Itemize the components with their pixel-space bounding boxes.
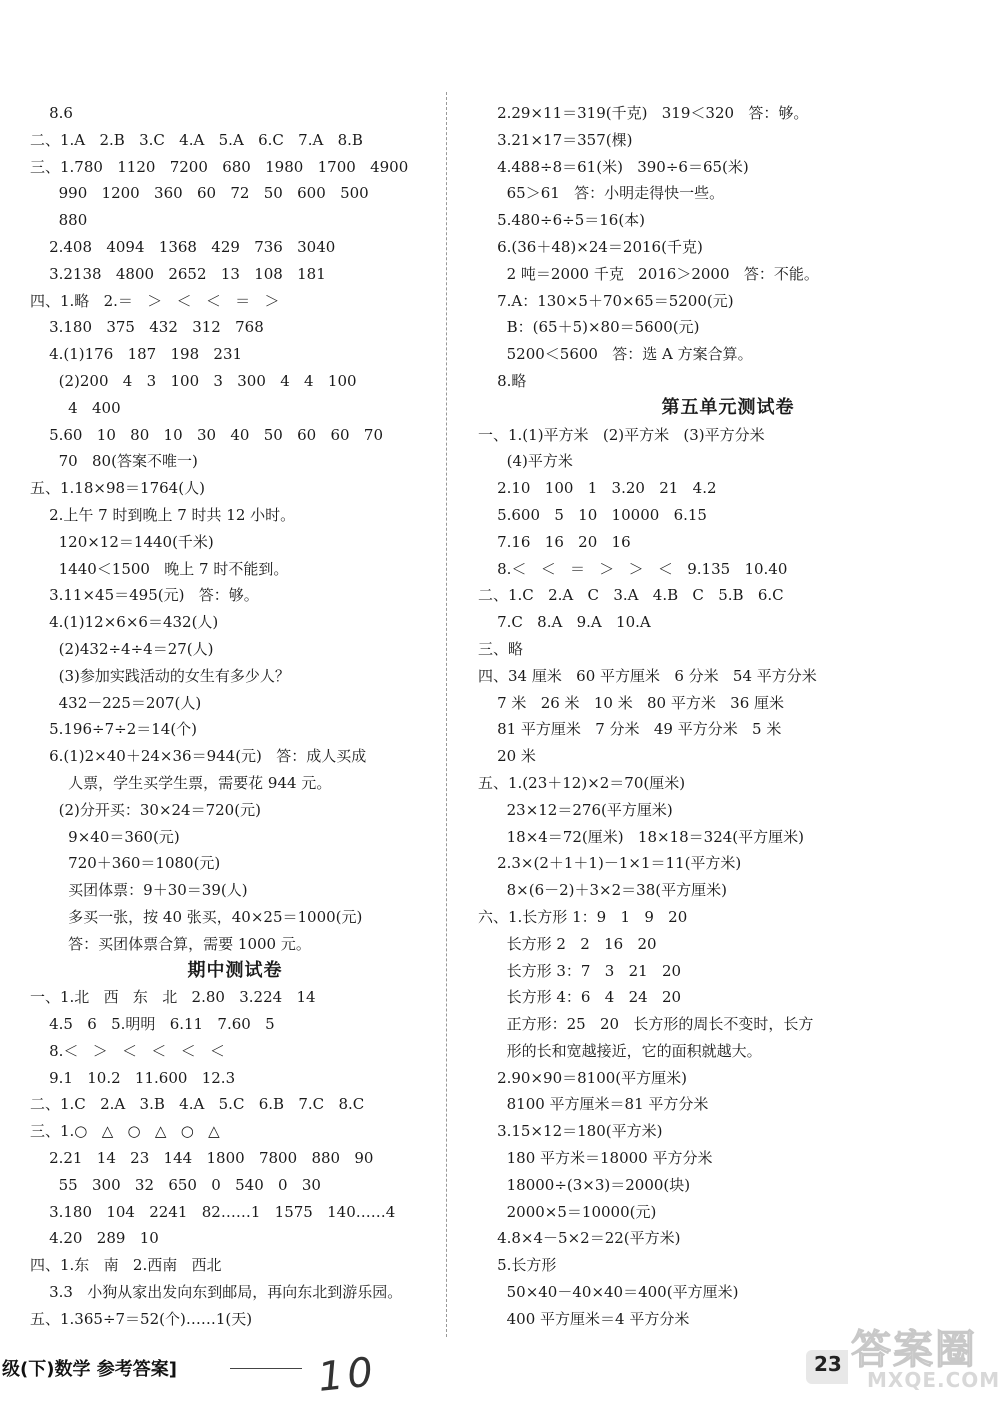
answer-line: 1440＜1500 晚上 7 时不能到。 bbox=[30, 559, 289, 578]
answer-line: 23×12＝276(平方厘米) bbox=[478, 800, 673, 819]
answer-line: 五、1.18×98＝1764(人) bbox=[30, 479, 205, 498]
answer-line: 2 吨＝2000 千克 2016＞2000 答：不能。 bbox=[478, 264, 819, 283]
answer-line: 8×(6－2)＋3×2＝38(平方厘米) bbox=[478, 881, 727, 900]
answer-line: (2)432÷4÷4＝27(人) bbox=[30, 639, 214, 658]
answer-line: 120×12＝1440(千米) bbox=[30, 532, 214, 551]
answer-line: 5.196÷7÷2＝14(个) bbox=[30, 720, 198, 739]
answer-line: 9.1 10.2 11.600 12.3 bbox=[30, 1068, 236, 1087]
answer-line: 8100 平方厘米＝81 平方分米 bbox=[478, 1095, 709, 1114]
answer-line: 50×40－40×40＝400(平方厘米) bbox=[478, 1283, 739, 1302]
answer-line: 3.180 375 432 312 768 bbox=[30, 318, 264, 337]
column-divider bbox=[446, 92, 447, 1337]
answer-line: 四、1.略 2.＝ ＞ ＜ ＜ ＝ ＞ bbox=[30, 291, 280, 310]
answer-line: 答：买团体票合算，需要 1000 元。 bbox=[30, 934, 311, 953]
answer-line: 2.29×11＝319(千克) 319＜320 答：够。 bbox=[478, 104, 809, 122]
answer-line: 5.长方形 bbox=[478, 1256, 557, 1275]
answer-line: 65＞61 答：小明走得快一些。 bbox=[478, 184, 725, 203]
answer-line: 8.6 bbox=[30, 104, 73, 122]
handwritten-page-number: 10 bbox=[315, 1349, 380, 1401]
answer-line: 432－225＝207(人) bbox=[30, 693, 202, 712]
answer-line: 2.10 100 1 3.20 21 4.2 bbox=[478, 479, 717, 498]
answer-line: 人票，学生买学生票，需要花 944 元。 bbox=[30, 773, 332, 792]
answer-line: 四、1.东 南 2.西南 西北 bbox=[30, 1256, 222, 1275]
section-heading: 第五单元测试卷 bbox=[661, 396, 795, 418]
answer-line: 5.60 10 80 10 30 40 50 60 60 70 bbox=[30, 425, 383, 444]
answer-line: 8.＜ ＜ ＝ ＞ ＞ ＜ 9.135 10.40 bbox=[478, 559, 788, 578]
answer-line: 5200＜5600 答：选 A 方案合算。 bbox=[478, 345, 753, 364]
page-footer bbox=[0, 1327, 1000, 1412]
answer-line: 81 平方厘米 7 分米 49 平方分米 5 米 bbox=[478, 720, 782, 739]
answer-line: 5.600 5 10 10000 6.15 bbox=[478, 505, 707, 524]
answer-line: 7.C 8.A 9.A 10.A bbox=[478, 613, 651, 632]
answer-line: 长方形 2 2 16 20 bbox=[478, 934, 657, 953]
answer-line: 18×4＝72(厘米) 18×18＝324(平方厘米) bbox=[478, 827, 804, 846]
answer-line: 2000×5＝10000(元) bbox=[478, 1202, 657, 1221]
answer-line: 70 80(答案不唯一) bbox=[30, 452, 198, 471]
answer-line: 5.480÷6÷5＝16(本) bbox=[478, 211, 646, 230]
answer-line: 长方形 3：7 3 21 20 bbox=[478, 961, 682, 980]
answer-line: 880 bbox=[30, 211, 88, 230]
answer-line: 3.15×12＝180(平方米) bbox=[478, 1122, 663, 1141]
right-column bbox=[478, 100, 978, 1333]
answer-line: 8.略 bbox=[478, 371, 527, 390]
answer-line: 400 平方厘米＝4 平方分米 bbox=[478, 1309, 690, 1328]
answer-line: 4.5 6 5.明明 6.11 7.60 5 bbox=[30, 1015, 275, 1034]
answer-line: 55 300 32 650 0 540 0 30 bbox=[30, 1175, 321, 1194]
answer-line: 7 米 26 米 10 米 80 平方米 36 厘米 bbox=[478, 693, 785, 712]
answer-line: (2)分开买：30×24＝720(元) bbox=[30, 800, 261, 819]
section-heading: 期中测试卷 bbox=[187, 959, 283, 981]
answer-line: 18000÷(3×3)＝2000(块) bbox=[478, 1175, 691, 1194]
answer-line: 3.180 104 2241 82……1 1575 140……4 bbox=[30, 1202, 396, 1221]
answer-line: 4.(1)12×6×6＝432(人) bbox=[30, 613, 219, 632]
answer-line: 3.2138 4800 2652 13 108 181 bbox=[30, 264, 326, 283]
watermark-url: MXQE.COM bbox=[867, 1368, 1000, 1392]
answer-line: 4.488÷8＝61(米) 390÷6＝65(米) bbox=[478, 157, 749, 176]
answer-line: (3)参加实践活动的女生有多少人？ bbox=[30, 666, 290, 685]
answer-line: 990 1200 360 60 72 50 600 500 bbox=[30, 184, 369, 203]
answer-line: 正方形：25 20 长方形的周长不变时，长方 bbox=[478, 1015, 814, 1034]
answer-line: 4.20 289 10 bbox=[30, 1229, 159, 1248]
answer-line: 三、1.780 1120 7200 680 1980 1700 4900 bbox=[30, 157, 409, 176]
answer-line: 2.21 14 23 144 1800 7800 880 90 bbox=[30, 1149, 374, 1168]
answer-line: B：(65＋5)×80＝5600(元) bbox=[478, 318, 700, 337]
watermark-cn: 答案圈 bbox=[851, 1327, 977, 1373]
answer-line: 买团体票：9＋30＝39(人) bbox=[30, 881, 248, 900]
answer-line: 720＋360＝1080(元) bbox=[30, 854, 221, 873]
answer-line: 多买一张，按 40 张买，40×25＝1000(元) bbox=[30, 907, 363, 926]
answer-line: (2)200 4 3 100 3 300 4 4 100 bbox=[30, 371, 357, 390]
answer-line: 4 400 bbox=[30, 398, 121, 417]
answer-line: 长方形 4：6 4 24 20 bbox=[478, 988, 682, 1007]
answer-line: 6.(36＋48)×24＝2016(千克) bbox=[478, 237, 703, 256]
answer-line: 三、略 bbox=[478, 639, 524, 658]
answer-line: 9×40＝360(元) bbox=[30, 827, 180, 846]
answer-line: 一、1.北 西 东 北 2.80 3.224 14 bbox=[30, 988, 316, 1007]
answer-line: 六、1.长方形 1：9 1 9 20 bbox=[478, 907, 688, 926]
answer-line: 2.3×(2＋1＋1)－1×1＝11(平方米) bbox=[478, 854, 742, 873]
answer-line: 二、1.C 2.A C 3.A 4.B C 5.B 6.C bbox=[478, 586, 784, 605]
answer-line: 7.A：130×5＋70×65＝5200(元) bbox=[478, 291, 734, 310]
answer-line: 三、1.○ △ ○ △ ○ △ bbox=[30, 1122, 220, 1141]
answer-line: 一、1.(1)平方米 (2)平方米 (3)平方分米 bbox=[478, 425, 765, 444]
footer-label: 级(下)数学 参考答案] bbox=[2, 1359, 177, 1380]
answer-line: 3.21×17＝357(棵) bbox=[478, 130, 633, 149]
answer-line: 2.408 4094 1368 429 736 3040 bbox=[30, 237, 336, 256]
answer-line: 7.16 16 20 16 bbox=[478, 532, 631, 551]
answer-line: 五、1.365÷7＝52(个)……1(天) bbox=[30, 1309, 253, 1328]
answer-line: 3.3 小狗从家出发向东到邮局，再向东北到游乐园。 bbox=[30, 1283, 403, 1302]
answer-line: 五、1.(23＋12)×2＝70(厘米) bbox=[478, 773, 686, 792]
page-number: 23 bbox=[814, 1352, 842, 1376]
left-column bbox=[30, 100, 440, 1333]
answer-line: 3.11×45＝495(元) 答：够。 bbox=[30, 586, 259, 605]
answer-line: 二、1.A 2.B 3.C 4.A 5.A 6.C 7.A 8.B bbox=[30, 130, 363, 149]
answer-line: 二、1.C 2.A 3.B 4.A 5.C 6.B 7.C 8.C bbox=[30, 1095, 365, 1114]
answer-line: 4.8×4－5×2＝22(平方米) bbox=[478, 1229, 681, 1248]
answer-line: 6.(1)2×40＋24×36＝944(元) 答：成人买成 bbox=[30, 747, 367, 766]
footer-rule bbox=[230, 1368, 302, 1369]
answer-line: 形的长和宽越接近，它的面积就越大。 bbox=[478, 1041, 762, 1060]
answer-line: 8.＜ ＞ ＜ ＜ ＜ ＜ bbox=[30, 1041, 225, 1060]
answer-line: 2.90×90＝8100(平方厘米) bbox=[478, 1068, 688, 1087]
answer-line: 20 米 bbox=[478, 747, 536, 766]
answer-line: 180 平方米＝18000 平方分米 bbox=[478, 1149, 713, 1168]
answer-line: 四、34 厘米 60 平方厘米 6 分米 54 平方分米 bbox=[478, 666, 817, 685]
watermark-logo bbox=[845, 1318, 1000, 1408]
answer-line: 4.(1)176 187 198 231 bbox=[30, 345, 243, 364]
answer-line: (4)平方米 bbox=[478, 452, 573, 471]
answer-line: 2.上午 7 时到晚上 7 时共 12 小时。 bbox=[30, 505, 296, 524]
